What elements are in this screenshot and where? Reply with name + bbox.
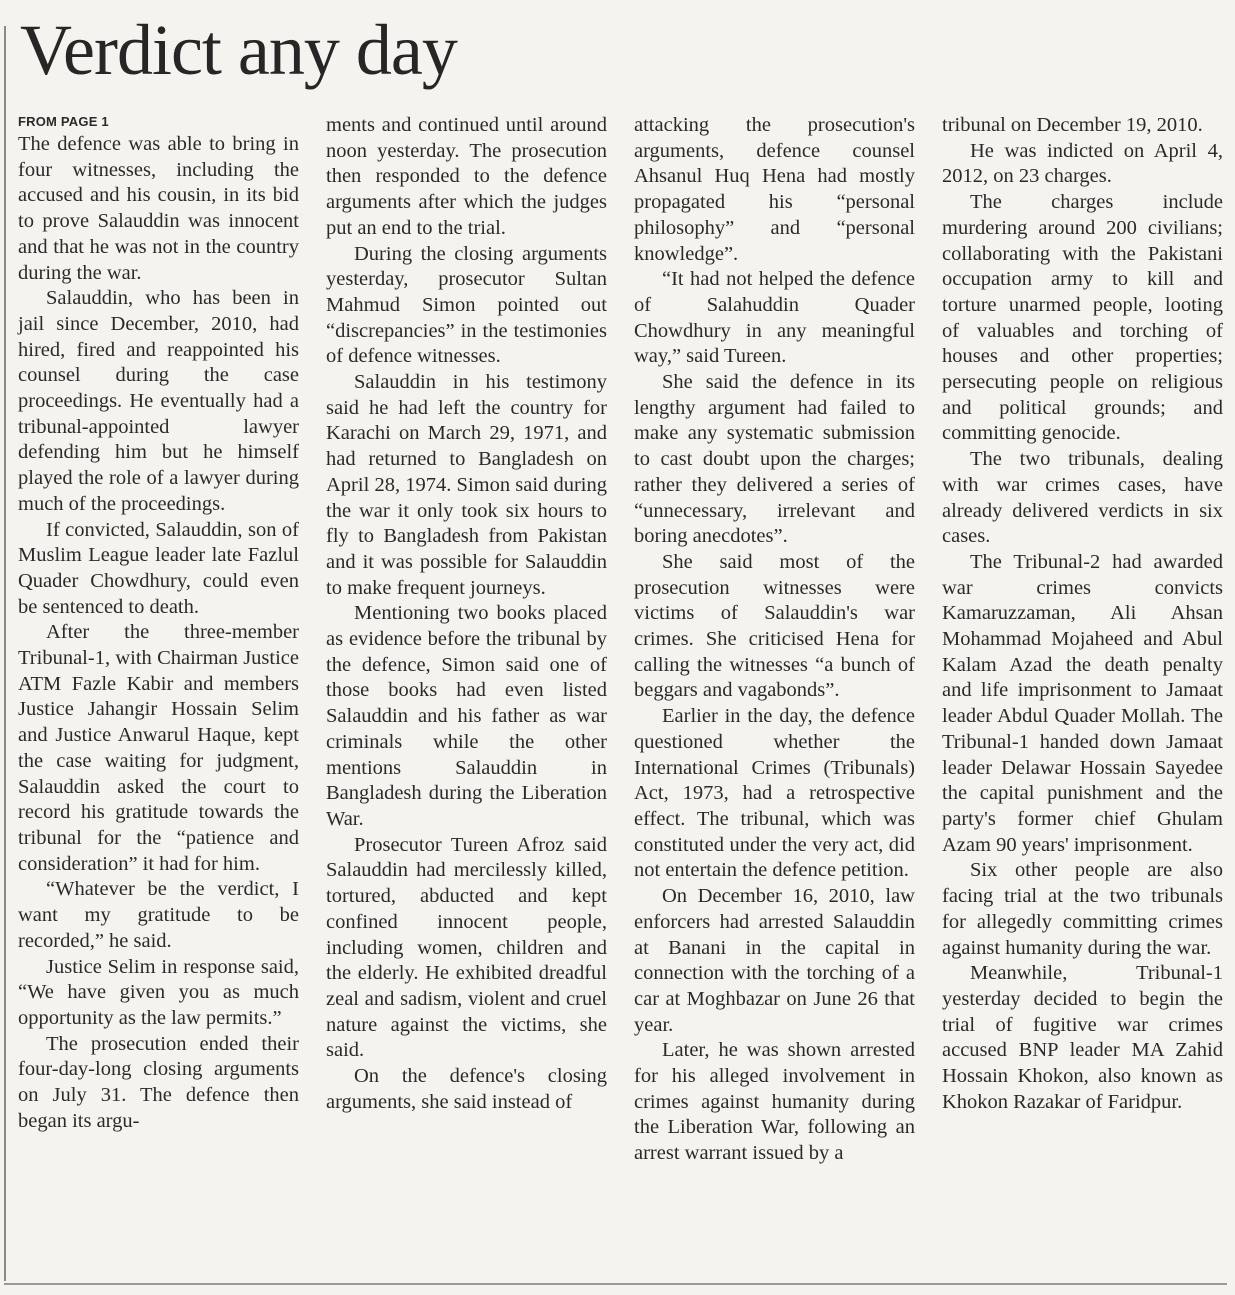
paragraph: Salauddin in his testimony said he had left the country for Karachi on March 29, 1971, and had returned to Bangladesh on April 28, 1974. Simon said during the war it only took six hours to fly to Bangladesh from Pakistan and it was possible for Salauddin to make frequent journeys. <box>326 371 607 599</box>
column-2 <box>326 113 607 1167</box>
paragraph: The two tribunals, dealing with war crimes cases, have already delivered verdicts in six cases. <box>942 448 1223 548</box>
column-3 <box>634 113 915 1167</box>
paragraph: After the three-member Tribunal-1, with Chairman Justice ATM Fazle Kabir and members Justice Jahangir Hossain Selim and Justice Anwarul Haque, kept the case waiting for judgment, Salauddin asked the court to record his gratitude towards the tribunal for the “patience and consideration” it had for him. <box>18 621 299 875</box>
paragraph: The Tribunal-2 had awarded war crimes convicts Kamaruzzaman, Ali Ahsan Mohammad Mojaheed and Abul Kalam Azad the death penalty and life imprisonment to Jamaat leader Abdul Quader Mollah. The Tribunal-1 handed down Jamaat leader Delawar Hossain Sayedee the capital punishment and the party's former chief Ghulam Azam 90 years' imprisonment. <box>942 550 1223 856</box>
paragraph: The prosecution ended their four-day-long closing arguments on July 31. The defence then began its argu- <box>18 1032 299 1132</box>
paragraph: The defence was able to bring in four witnesses, including the accused and his cousin, in its bid to prove Salauddin was innocent and that he was not in the country during the war. <box>18 133 299 284</box>
paragraph: On December 16, 2010, law enforcers had arrested Salauddin at Banani in the capital in connection with the torching of a car at Moghbazar on June 26 that year. <box>634 885 915 1036</box>
bottom-rule <box>4 1283 1227 1285</box>
paragraph: Meanwhile, Tribunal-1 yesterday decided to begin the trial of fugitive war crimes accused BNP leader MA Zahid Hossain Khokon, also known as Khokon Razakar of Faridpur. <box>942 962 1223 1113</box>
paragraph: The charges include murdering around 200 civilians; collaborating with the Pakistani occupation army to kill and torture unarmed people, looting of valuables and torching of houses and other properties; persecuting people on religious and political grounds; and committing genocide. <box>942 191 1223 445</box>
paragraph: Six other people are also facing trial at the two tribunals for allegedly committing crimes against humanity during the war. <box>942 859 1223 959</box>
kicker: FROM PAGE 1 <box>18 114 109 129</box>
left-column-rule <box>4 26 6 1281</box>
headline: Verdict any day <box>20 10 457 90</box>
paragraph: Earlier in the day, the defence questioned whether the International Crimes (Tribunals) Act, 1973, had a retrospective effect. The tribunal, which was constituted under the very act, did not entertain the defence petition. <box>634 705 915 882</box>
paragraph: He was indicted on April 4, 2012, on 23 charges. <box>942 139 1223 188</box>
paragraph: attacking the prosecution's arguments, defence counsel Ahsanul Huq Hena had mostly propagated his “personal philosophy” and “personal knowledge”. <box>634 114 915 265</box>
paragraph: ments and continued until around noon yesterday. The prosecution then responded to the defence arguments after which the judges put an end to the trial. <box>326 114 607 239</box>
paragraph: Mentioning two books placed as evidence before the tribunal by the defence, Simon said one of those books had even listed Salauddin and his father as war criminals while the other mentions Salauddin in Bangladesh during the Liberation War. <box>326 602 607 830</box>
paragraph: tribunal on December 19, 2010. <box>942 114 1203 136</box>
paragraph: She said most of the prosecution witnesses were victims of Salauddin's war crimes. She criticised Hena for calling the witnesses “a bunch of beggars and vagabonds”. <box>634 550 915 702</box>
paragraph: On the defence's closing arguments, she said instead of <box>326 1065 607 1113</box>
paragraph: Later, he was shown arrested for his alleged involvement in crimes against humanity during the Liberation War, following an arrest warrant issued by a <box>634 1039 915 1165</box>
column-4 <box>942 113 1223 1167</box>
paragraph: During the closing arguments yesterday, prosecutor Sultan Mahmud Simon pointed out “discrepancies” in the testimonies of defence witnesses. <box>326 242 607 368</box>
column-1 <box>18 113 299 1167</box>
paragraph: If convicted, Salauddin, son of Muslim League leader late Fazlul Quader Chowdhury, could even be sentenced to death. <box>18 518 299 618</box>
paragraph: Justice Selim in response said, “We have given you as much opportunity as the law permits.” <box>18 955 299 1029</box>
paragraph: She said the defence in its lengthy argument had failed to make any systematic submission to cast doubt upon the charges; rather they delivered a series of “unnecessary, irrelevant and boring anecdotes”. <box>634 371 915 548</box>
paragraph: “It had not helped the defence of Salahuddin Quader Chowdhury in any meaningful way,” said Tureen. <box>634 268 915 368</box>
paragraph: Salauddin, who has been in jail since December, 2010, had hired, fired and reappointed his counsel during the case proceedings. He eventually had a tribunal-appointed lawyer defending him but he himself played the role of a lawyer during much of the proceedings. <box>18 287 299 515</box>
paragraph: Prosecutor Tureen Afroz said Salauddin had mercilessly killed, tortured, abducted and kept confined innocent people, including women, children and the elderly. He exhibited dreadful zeal and sadism, violent and cruel nature against the victims, she said. <box>326 833 607 1062</box>
article-body <box>18 113 1224 1167</box>
paragraph: “Whatever be the verdict, I want my gratitude to be recorded,” he said. <box>18 878 299 952</box>
